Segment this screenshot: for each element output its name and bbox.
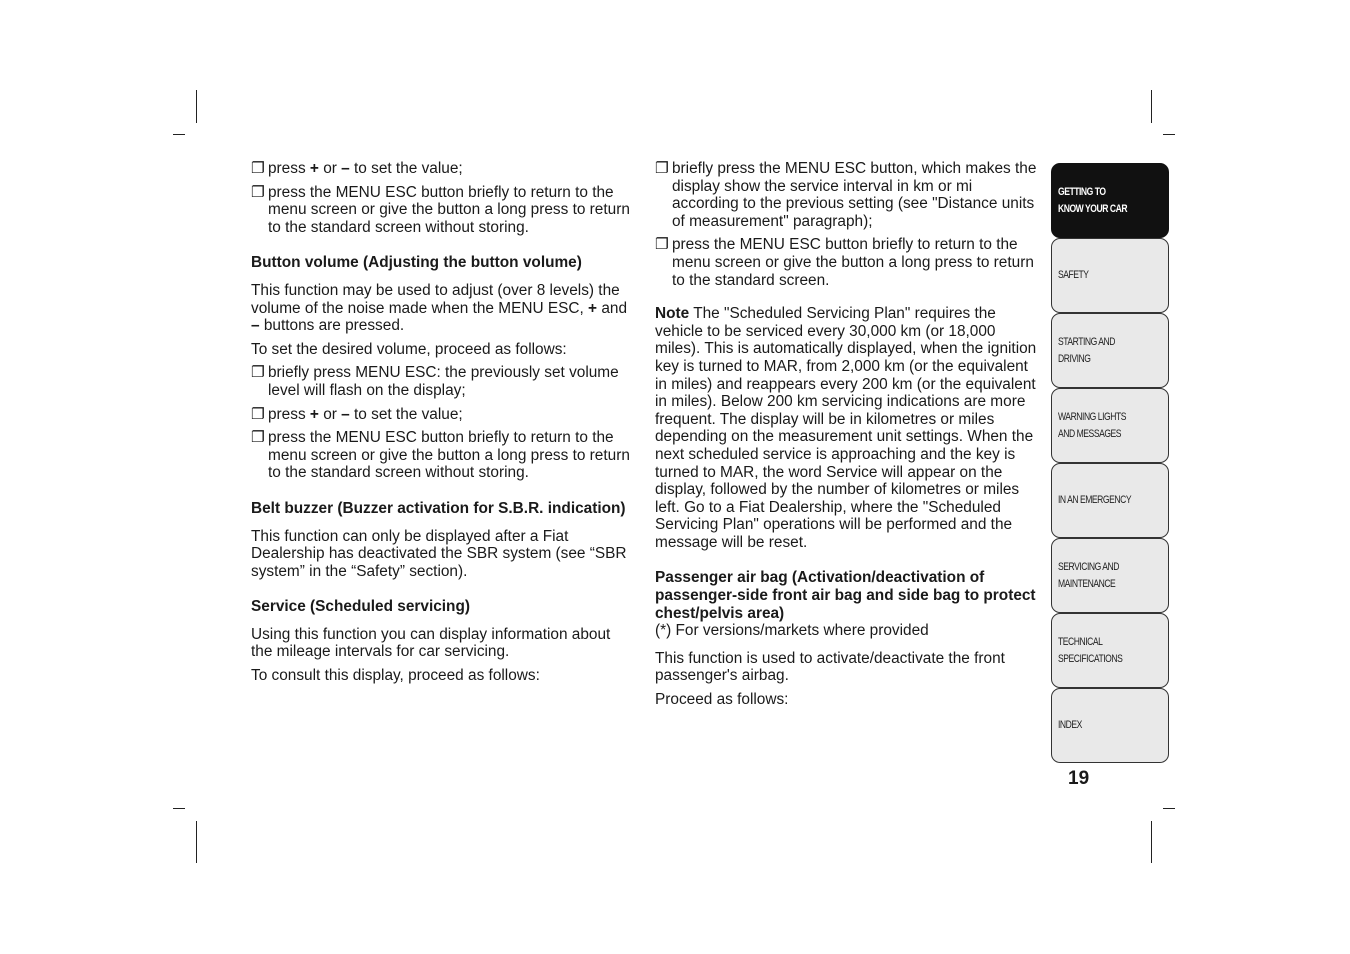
paragraph: To set the desired volume, proceed as follows: (251, 340, 567, 358)
crop-mark (173, 808, 185, 809)
crop-mark (1163, 808, 1175, 809)
crop-mark (1163, 134, 1175, 135)
tab-getting-to-know-your-car[interactable]: GETTING TO KNOW YOUR CAR (1051, 163, 1169, 238)
tab-safety[interactable]: SAFETY (1051, 238, 1169, 313)
tab-warning-lights-and-messages[interactable]: WARNING LIGHTS AND MESSAGES (1051, 388, 1169, 463)
list-item: ❐ press + or – to set the value; (251, 160, 463, 177)
section-tabs (1051, 163, 1169, 763)
tab-servicing-and-maintenance[interactable]: SERVICING AND MAINTENANCE (1051, 538, 1169, 613)
note-paragraph: Note The "Scheduled Servicing Plan" requires the vehicle to be serviced every 30,000 km (or 18,000 miles). This is automatically displayed, when the ignition key is turned to MAR, from 2,000 km (or the equivalent in miles) and reappears every 200 km (or the equivalent in miles). Below 200 km servicing indications are more frequent. The display will be in kilometres or miles depending on the measurement unit settings. When the next scheduled service is approaching and the key is turned to MAR, the word Service will appear on the display, followed by the number of kilometres or miles left. Go to a Fiat Dealership, where the "Scheduled Servicing Plan" operations will be performed and the message will be reset. (655, 305, 1037, 551)
list-item: ❐ press the MENU ESC button briefly to return to the menu screen or give the button a long press to return to the standard screen. (655, 236, 1034, 289)
paragraph: This function may be used to adjust (over 8 levels) the volume of the noise made when the MENU ESC, + and – buttons are pressed. (251, 281, 628, 335)
tab-starting-and-driving[interactable]: STARTING AND DRIVING (1051, 313, 1169, 388)
checkbox-bullet-icon: ❐ (655, 160, 669, 177)
paragraph: Proceed as follows: (655, 691, 789, 709)
crop-mark (196, 90, 197, 123)
tab-technical-specifications[interactable]: TECHNICAL SPECIFICATIONS (1051, 613, 1169, 688)
checkbox-bullet-icon: ❐ (251, 183, 265, 201)
crop-mark (196, 821, 197, 863)
tab-in-an-emergency[interactable]: IN AN EMERGENCY (1051, 463, 1169, 538)
crop-mark (1151, 821, 1152, 863)
checkbox-bullet-icon: ❐ (655, 236, 669, 254)
tab-index[interactable]: INDEX (1051, 688, 1169, 763)
paragraph: This function is used to activate/deactivate the front passenger's airbag. (655, 649, 1005, 685)
list-item: ❐ briefly press MENU ESC: the previously set volume level will flash on the display; (251, 364, 619, 399)
paragraph: To consult this display, proceed as follows: (251, 667, 540, 685)
left-column (251, 160, 635, 691)
list-item: ❐ press + or – to set the value; (251, 405, 463, 423)
right-column (655, 160, 1039, 715)
checkbox-bullet-icon: ❐ (251, 405, 265, 423)
paragraph: Using this function you can display information about the mileage intervals for car servicing. (251, 625, 611, 661)
crop-mark (173, 134, 185, 135)
list-item: ❐ briefly press the MENU ESC button, which makes the display show the service interval in km or mi according to the previous setting (see "Distance units of measurement" paragraph); (655, 160, 1037, 230)
paragraph: This function can only be displayed after a Fiat Dealership has deactivated the SBR system (see “SBR system” in the “Safety” section). (251, 527, 627, 580)
checkbox-bullet-icon: ❐ (251, 429, 265, 447)
section-heading: Passenger air bag (Activation/deactivation of passenger-side front air bag and side bag to protect chest/pelvis area) (655, 569, 1036, 622)
versions-note: (*) For versions/markets where provided (655, 622, 929, 640)
section-heading: Service (Scheduled servicing) (251, 598, 470, 616)
page-number: 19 (1068, 768, 1090, 789)
section-heading: Button volume (Adjusting the button volume) (251, 254, 582, 272)
list-item: ❐ press the MENU ESC button briefly to return to the menu screen or give the button a long press to return to the standard screen without storing. (251, 183, 630, 236)
checkbox-bullet-icon: ❐ (251, 160, 265, 177)
section-heading: Belt buzzer (Buzzer activation for S.B.R. indication) (251, 499, 626, 517)
checkbox-bullet-icon: ❐ (251, 364, 265, 382)
list-item: ❐ press the MENU ESC button briefly to return to the menu screen or give the button a long press to return to the standard screen without storing. (251, 429, 630, 482)
note-label: Note (655, 305, 690, 323)
crop-mark (1151, 90, 1152, 123)
